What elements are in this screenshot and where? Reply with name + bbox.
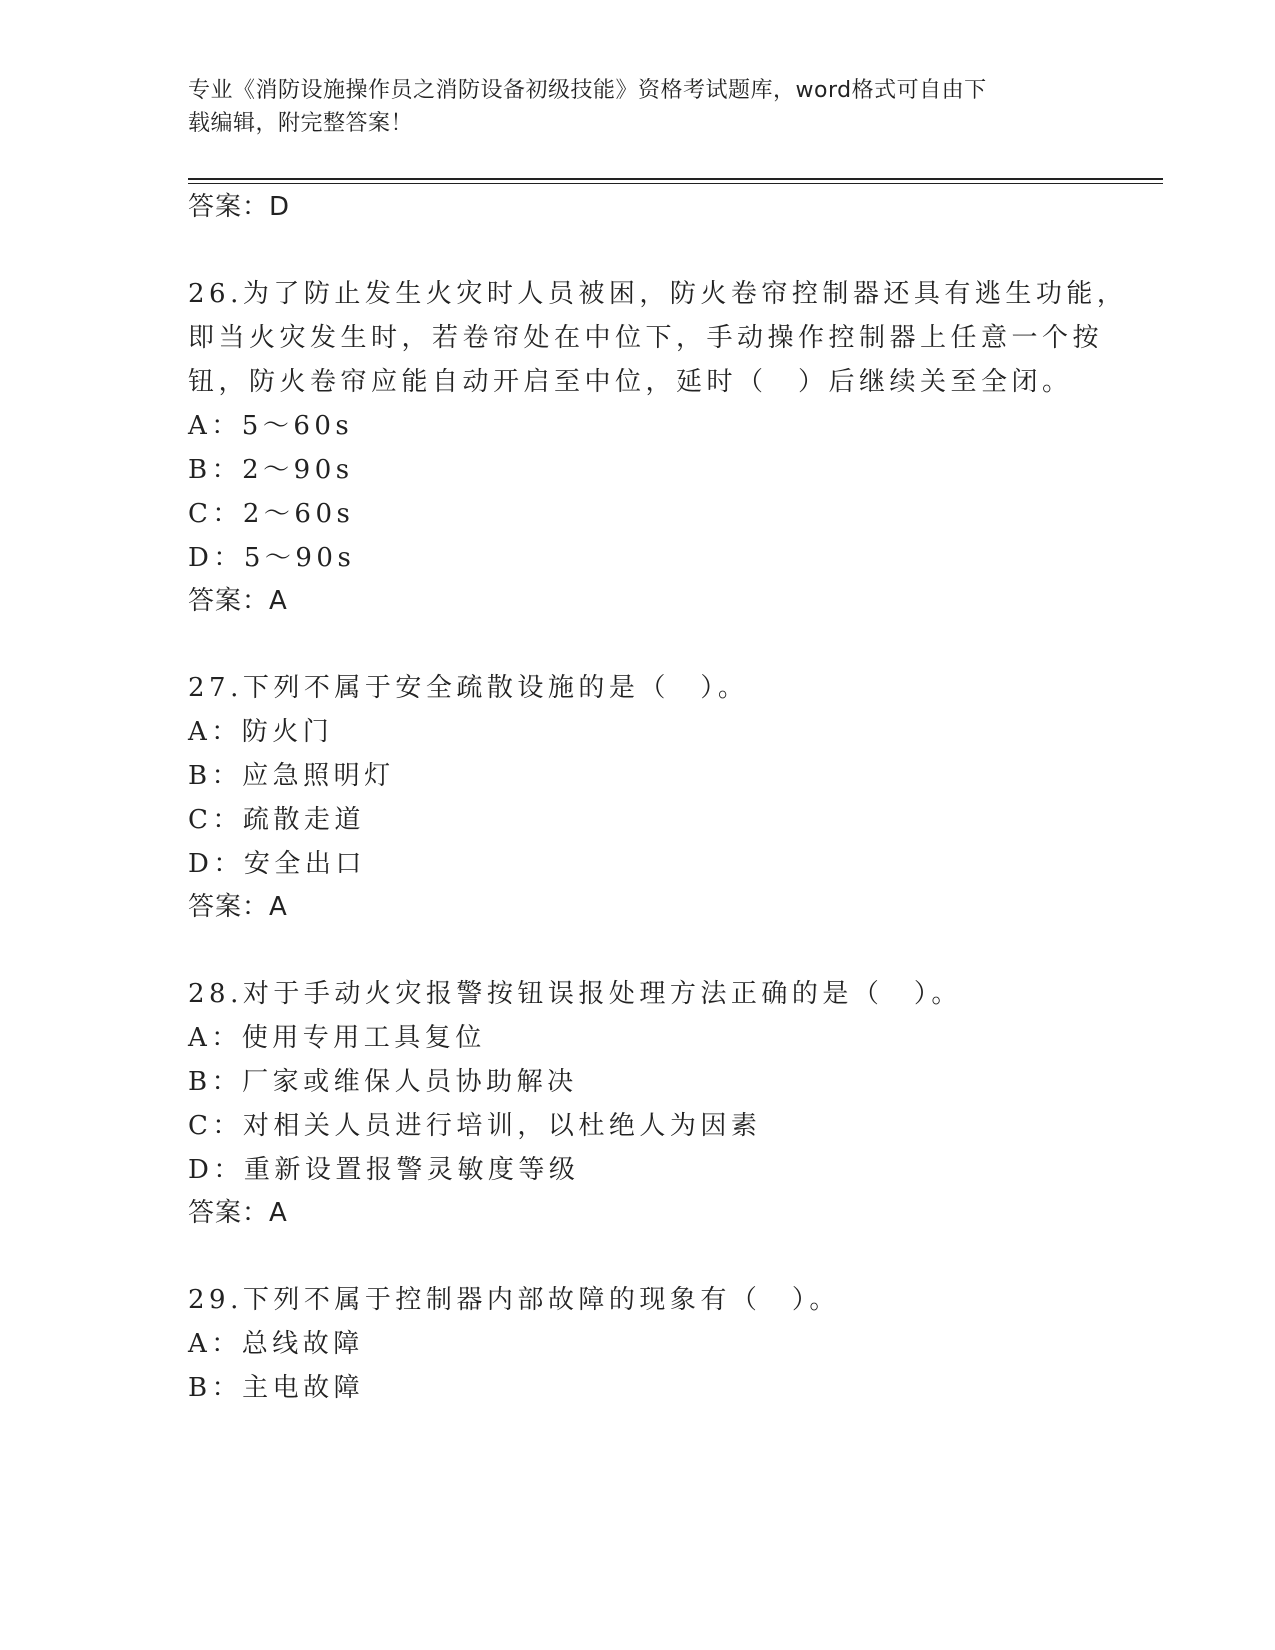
question-29-option-a: A：总线故障 bbox=[188, 1329, 364, 1359]
header-line-2: 载编辑，附完整答案！ bbox=[188, 111, 414, 136]
question-26-line-1: 26.为了防止发生火灾时人员被困，防火卷帘控制器还具有逃生功能， bbox=[188, 279, 1128, 309]
question-29-option-b: B：主电故障 bbox=[188, 1373, 365, 1403]
question-28-option-b: B：厂家或维保人员协助解决 bbox=[188, 1067, 578, 1097]
question-27-option-d: D：安全出口 bbox=[188, 849, 366, 879]
question-26-line-3: 钮，防火卷帘应能自动开启至中位，延时（ ）后继续关至全闭。 bbox=[188, 367, 1073, 397]
question-26-answer: 答案：A bbox=[188, 586, 288, 616]
question-28-option-c: C：对相关人员进行培训，以杜绝人为因素 bbox=[188, 1111, 762, 1141]
question-27-line-1: 27.下列不属于安全疏散设施的是（ ）。 bbox=[188, 673, 749, 703]
question-26-line-2: 即当火灾发生时，若卷帘处在中位下，手动操作控制器上任意一个按 bbox=[188, 323, 1104, 353]
question-27-option-c: C：疏散走道 bbox=[188, 805, 365, 835]
previous-answer: 答案：D bbox=[188, 192, 291, 222]
question-28-option-d: D：重新设置报警灵敏度等级 bbox=[188, 1155, 580, 1185]
question-26-option-c: C：2～60s bbox=[188, 499, 355, 529]
question-28-answer: 答案：A bbox=[188, 1198, 288, 1228]
question-29-line-1: 29.下列不属于控制器内部故障的现象有（ ）。 bbox=[188, 1285, 840, 1315]
question-26-option-d: D：5～90s bbox=[188, 543, 356, 573]
document-header bbox=[188, 74, 1068, 140]
header-line-1: 专业《消防设施操作员之消防设备初级技能》资格考试题库，word格式可自由下 bbox=[188, 78, 987, 103]
header-divider-thin bbox=[188, 183, 1163, 184]
question-28-option-a: A：使用专用工具复位 bbox=[188, 1023, 486, 1053]
question-27-answer: 答案：A bbox=[188, 892, 288, 922]
question-27-option-b: B：应急照明灯 bbox=[188, 761, 395, 791]
question-26-option-a: A：5～60s bbox=[188, 411, 354, 441]
question-27-option-a: A：防火门 bbox=[188, 717, 334, 747]
question-28-line-1: 28.对于手动火灾报警按钮误报处理方法正确的是（ ）。 bbox=[188, 979, 962, 1009]
header-divider-thick bbox=[188, 178, 1163, 180]
question-26-option-b: B：2～90s bbox=[188, 455, 354, 485]
